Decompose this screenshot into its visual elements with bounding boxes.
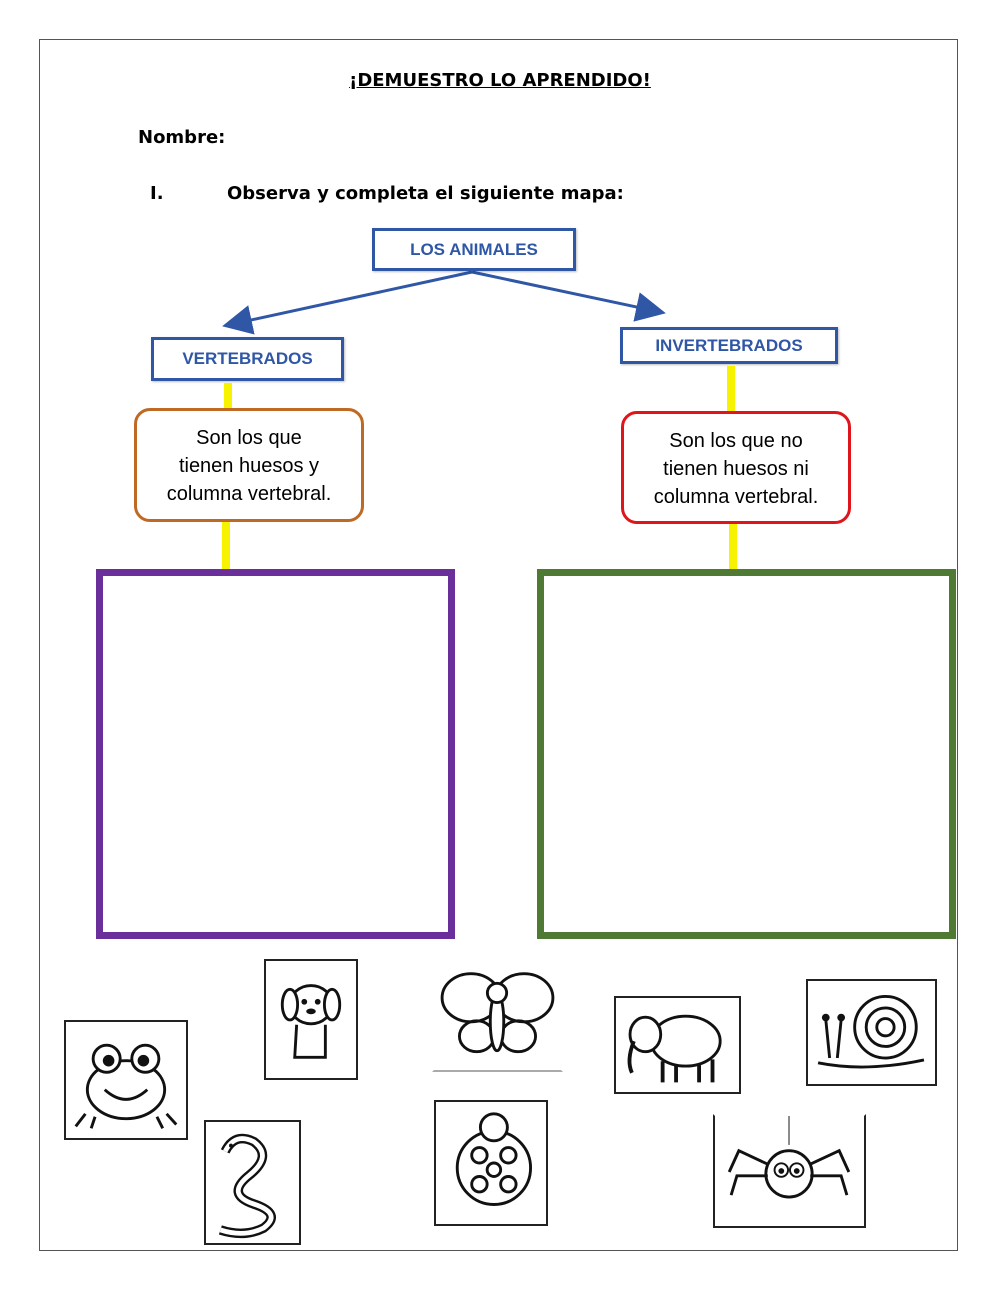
definition-line: Son los que: [196, 427, 302, 449]
frog-icon: [66, 1022, 186, 1138]
instruction-number: I.: [150, 183, 164, 204]
snake-card[interactable]: [204, 1120, 301, 1245]
definition-line: tienen huesos ni: [663, 458, 809, 480]
arrow-to-vertebrados: [228, 272, 472, 325]
vertebrados-label: VERTEBRADOS: [182, 349, 313, 368]
ladybug-card[interactable]: [434, 1100, 548, 1226]
spider-icon: [715, 1116, 864, 1226]
root-box: [372, 228, 576, 271]
spider-card[interactable]: [713, 1114, 866, 1228]
vertebrados-drop-zone[interactable]: [96, 569, 455, 939]
definition-line: columna vertebral.: [166, 483, 332, 505]
butterfly-card[interactable]: [432, 962, 563, 1072]
definition-line: tienen huesos y: [178, 455, 320, 477]
elephant-card[interactable]: [614, 996, 741, 1094]
definition-line: columna vertebral.: [653, 486, 819, 508]
arrow-to-invertebrados: [472, 272, 660, 312]
snake-icon: [206, 1122, 299, 1243]
instruction-text: Observa y completa el siguiente mapa:: [227, 183, 624, 204]
snail-card[interactable]: [806, 979, 937, 1086]
dog-card[interactable]: [264, 959, 358, 1080]
connector-left-top: [224, 383, 232, 410]
root-label: LOS ANIMALES: [410, 239, 538, 259]
ladybug-icon: [436, 1102, 546, 1224]
snail-icon: [808, 981, 935, 1084]
butterfly-icon: [434, 964, 561, 1070]
connector-left-bottom: [222, 520, 230, 570]
invertebrados-label: INVERTEBRADOS: [655, 335, 803, 355]
vertebrados-box: [151, 337, 344, 381]
name-label: Nombre:: [138, 127, 226, 148]
invertebrados-drop-zone[interactable]: [537, 569, 956, 939]
elephant-icon: [616, 998, 739, 1092]
worksheet-title: ¡DEMUESTRO LO APRENDIDO!: [349, 70, 651, 91]
definition-line: Son los que no: [669, 430, 803, 452]
invertebrados-box: [620, 327, 838, 364]
invertebrados-definition: [621, 411, 851, 524]
map-arrows: [0, 0, 1000, 400]
connector-right-bottom: [729, 523, 737, 570]
dog-icon: [266, 961, 356, 1078]
vertebrados-definition: [134, 408, 364, 522]
frog-card[interactable]: [64, 1020, 188, 1140]
connector-right-top: [727, 366, 735, 411]
